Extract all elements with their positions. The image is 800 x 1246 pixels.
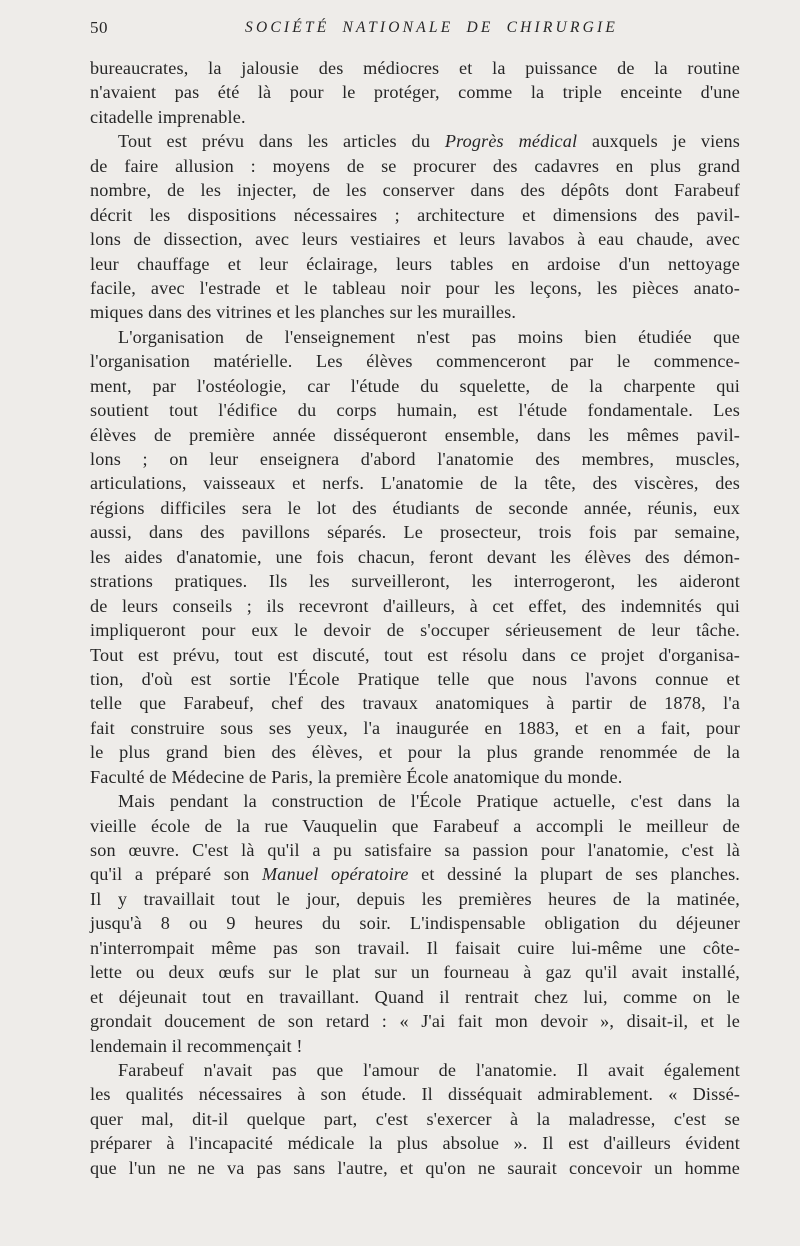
text-line: décrit les dispositions nécessaires ; architecture et dimensions des pavil-: [90, 204, 740, 225]
running-title: SOCIÉTÉ NATIONALE DE CHIRURGIE: [245, 19, 619, 36]
text-line: L'organisation de l'enseignement n'est pas moins bien étudiée que: [118, 326, 740, 347]
text-segment: qu'il a préparé son: [90, 864, 262, 885]
text-segment: et dessiné la plupart de ses planches.: [408, 864, 740, 885]
text-line: l'organisation matérielle. Les élèves commenceront par le commence-: [90, 351, 740, 372]
text-line: de faire allusion : moyens de se procurer des cadavres en plus grand: [90, 155, 740, 176]
text-line: Tout est prévu, tout est discuté, tout est résolu dans ce projet d'organisa-: [90, 644, 740, 665]
page-number: 50: [90, 18, 108, 37]
body-text: [90, 56, 740, 1180]
text-line: telle que Farabeuf, chef des travaux anatomiques à partir de 1878, l'a: [90, 693, 740, 714]
text-line: facile, avec l'estrade et le tableau noir pour les leçons, les pièces anato-: [90, 277, 740, 298]
text-segment: Tout est prévu dans les articles du: [118, 131, 445, 152]
text-line: Il y travaillait tout le jour, depuis les premières heures de la matinée,: [90, 888, 740, 909]
text-line: [90, 129, 740, 153]
text-line: Mais pendant la construction de l'École Pratique actuelle, c'est dans la: [118, 791, 740, 812]
text-line: grondait doucement de son retard : « J'ai fait mon devoir », disait-il, et le: [90, 1011, 740, 1032]
text-line: lons ; on leur enseignera d'abord l'anatomie des membres, muscles,: [90, 449, 740, 469]
text-line: n'interrompait même pas son travail. Il faisait cuire lui-même une côte-: [90, 937, 740, 958]
text-line: soutient tout l'édifice du corps humain, est l'étude fondamentale. Les: [90, 400, 740, 421]
text-line: élèves de première année disséqueront ensemble, dans les mêmes pavil-: [90, 424, 740, 445]
text-line: les aides d'anatomie, une fois chacun, feront devant les élèves des démon-: [90, 546, 740, 567]
text-line: ment, par l'ostéologie, car l'étude du squelette, de la charpente qui: [90, 375, 740, 396]
text-line: bureaucrates, la jalousie des médiocres et la puissance de la routine: [90, 58, 740, 78]
text-line: aussi, dans des pavillons séparés. Le prosecteur, trois fois par semaine,: [90, 522, 740, 543]
text-line: Farabeuf n'avait pas que l'amour de l'anatomie. Il avait également: [118, 1059, 740, 1080]
text-line: le plus grand bien des élèves, et pour la plus grande renommée de la: [90, 742, 740, 763]
text-line: et déjeunait tout en travaillant. Quand il rentrait chez lui, comme on le: [90, 986, 740, 1007]
text-line: nombre, de les injecter, de les conserver dans des dépôts dont Farabeuf: [90, 180, 740, 201]
text-line: Faculté de Médecine de Paris, la première École anatomique du monde.: [90, 766, 623, 787]
text-line: lendemain il recommençait !: [90, 1035, 303, 1056]
text-line: strations pratiques. Ils les surveilleront, les interrogeront, les aideront: [90, 571, 740, 592]
text-line: jusqu'à 8 ou 9 heures du soir. L'indispensable obligation du déjeuner: [90, 913, 740, 934]
text-line: [90, 862, 740, 886]
text-line: n'avaient pas été là pour le protéger, comme la triple enceinte d'une: [90, 82, 740, 103]
text-line: tion, d'où est sortie l'École Pratique telle que nous l'avons connue et: [90, 668, 740, 689]
text-line: citadelle imprenable.: [90, 106, 246, 127]
page-header: [90, 18, 740, 40]
text-line: de leurs conseils ; ils recevront d'ailleurs, à cet effet, des indemnités qui: [90, 595, 740, 616]
text-line: leur chauffage et leur éclairage, leurs tables en ardoise d'un nettoyage: [90, 253, 740, 274]
text-line: quer mal, dit-il quelque part, c'est s'exercer à la maladresse, c'est se: [90, 1108, 740, 1129]
text-line: fait construire sous ses yeux, l'a inaugurée en 1883, et en a fait, pour: [90, 717, 740, 738]
text-segment: auxquels je viens: [577, 131, 740, 152]
text-line: miques dans des vitrines et les planches sur les murailles.: [90, 302, 517, 323]
text-line: préparer à l'incapacité médicale la plus absolue ». Il est d'ailleurs évident: [90, 1133, 740, 1154]
text-line: lons de dissection, avec leurs vestiaires et leurs lavabos à eau chaude, avec: [90, 229, 740, 250]
italic-title: Progrès médical: [444, 131, 578, 152]
text-line: régions difficiles sera le lot des étudiants de seconde année, réunis, eux: [90, 497, 740, 518]
text-line: articulations, vaisseaux et nerfs. L'anatomie de la tête, des viscères, des: [90, 473, 740, 494]
text-line: les qualités nécessaires à son étude. Il disséquait admirablement. « Dissé-: [90, 1084, 740, 1105]
text-line: que l'un ne ne va pas sans l'autre, et qu'on ne saurait concevoir un homme: [90, 1157, 740, 1178]
text-line: son œuvre. C'est là qu'il a pu satisfaire sa passion pour l'anatomie, c'est là: [90, 840, 740, 860]
text-line: lette ou deux œufs sur le plat sur un fourneau à gaz qu'il avait installé,: [90, 962, 740, 983]
text-line: vieille école de la rue Vauquelin que Farabeuf a accompli le meilleur de: [90, 815, 740, 836]
italic-title: Manuel opératoire: [261, 864, 409, 885]
text-line: impliqueront pour eux le devoir de s'occuper sérieusement de leur tâche.: [90, 620, 740, 641]
